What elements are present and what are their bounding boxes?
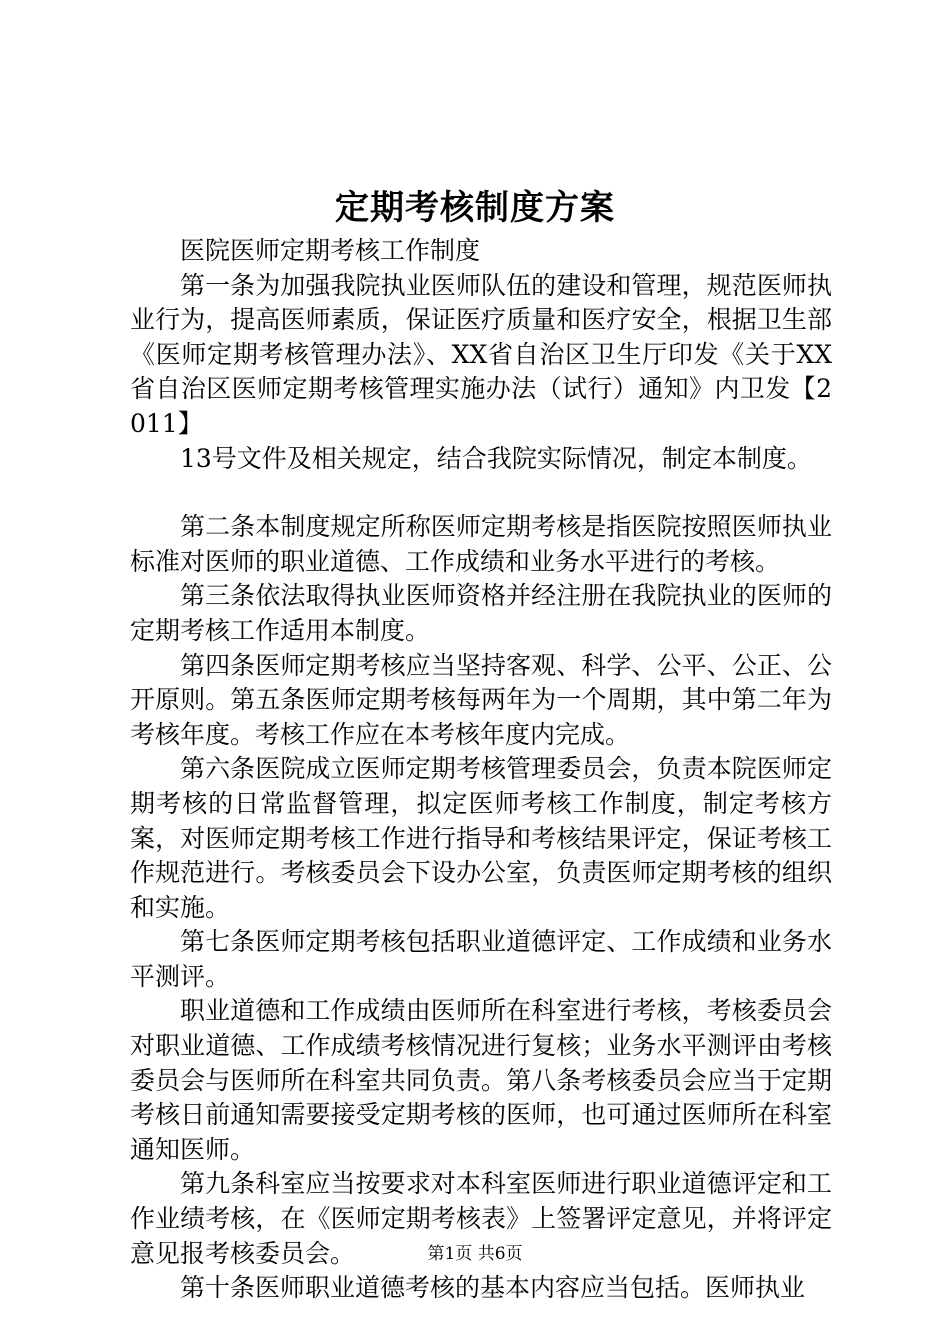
paragraph-article-4-5: 第四条医师定期考核应当坚持客观、科学、公平、公正、公开原则。第五条医师定期考核每两年为一个周期，其中第二年为考核年度。考核工作应在本考核年度内完成。	[130, 650, 832, 749]
document-title: 定期考核制度方案	[335, 188, 615, 228]
paragraph-article-7: 第七条医师定期考核包括职业道德评定、工作成绩和业务水平测评。	[130, 927, 832, 991]
paragraph-article-2: 第二条本制度规定所称医师定期考核是指医院按照医师执业标准对医师的职业道德、工作成绩和业务水平进行的考核。	[130, 512, 832, 576]
paragraph-article-6: 第六条医院成立医师定期考核管理委员会，负责本院医师定期考核的日常监督管理，拟定医师考核工作制度，制定考核方案，对医师定期考核工作进行指导和考核结果评定，保证考核工作规范进行。考核委员会下设办公室，负责医师定期考核的组织和实施。	[130, 754, 832, 922]
document-body	[130, 234, 832, 1306]
paragraph-article-1-cont: 13号文件及相关规定，结合我院实际情况，制定本制度。	[180, 443, 812, 473]
paragraph-article-7-8: 职业道德和工作成绩由医师所在科室进行考核，考核委员会对职业道德、工作成绩考核情况进行复核；业务水平测评由考核委员会与医师所在科室共同负责。第八条考核委员会应当于定期考核日前通知需要接受定期考核的医师，也可通过医师所在科室通知医师。	[130, 996, 832, 1164]
paragraph-article-1: 第一条为加强我院执业医师队伍的建设和管理，规范医师执业行为，提高医师素质，保证医疗质量和医疗安全，根据卫生部《医师定期考核管理办法》、XX省自治区卫生厅印发《关于XX省自治区医师定期考核管理实施办法（试行）通知》内卫发【2011】	[130, 270, 832, 438]
paragraph-heading: 医院医师定期考核工作制度	[180, 236, 481, 265]
page-number-footer: 第1页 共6页	[427, 1244, 523, 1264]
paragraph-article-3: 第三条依法取得执业医师资格并经注册在我院执业的医师的定期考核工作适用本制度。	[130, 581, 832, 645]
paragraph-article-9: 第九条科室应当按要求对本科室医师进行职业道德评定和工作业绩考核，在《医师定期考核表》上签署评定意见，并将评定意见报考核委员会。	[130, 1169, 832, 1268]
paragraph-article-10: 第十条医师职业道德考核的基本内容应当包括。医师执业	[180, 1273, 806, 1303]
